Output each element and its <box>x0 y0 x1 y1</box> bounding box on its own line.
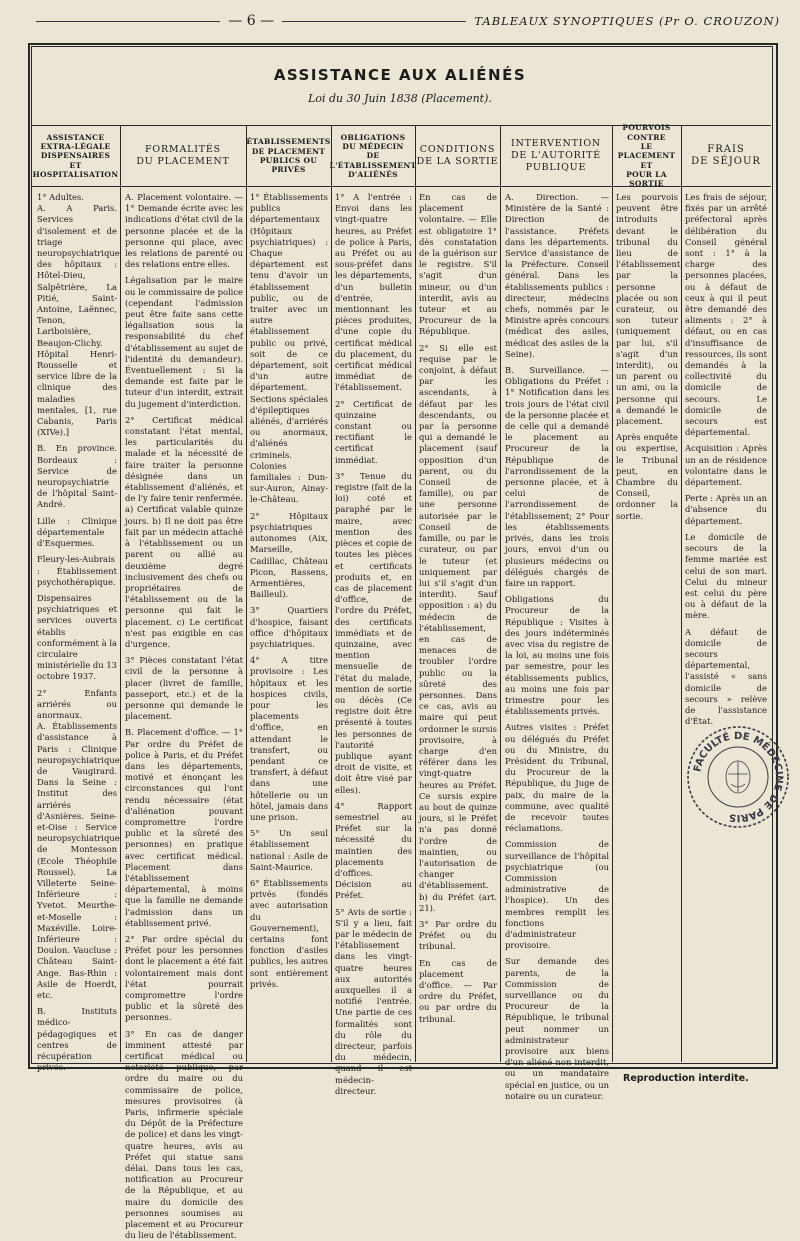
column-divider <box>246 125 247 1062</box>
paragraph: Fleury-les-Aubrais : Établissement psychothérapique. <box>37 554 117 587</box>
paragraph: 5° Avis de sortie : S'il y a lieu, fait par le médecin de l'établissement dans les vingt-quatre heures aux autorités auxquelles il a notifié l'entrée. Une partie de ces formalités sont du rôle du directeur, parfois du médecin, quand il est médecin-directeur. <box>335 906 412 1096</box>
paragraph: Obligations du Procureur de la République : Visites à des jours indéterminés avec visa du registre de la loi, au moins une fois par semestre, pour les établissements publics, au moins une fois par trimestre pour les établissements privés. <box>505 594 609 717</box>
paragraph: B. En province. Bordeaux : Service de neuropsychiatrie de l'hôpital Saint-André. <box>37 443 117 510</box>
paragraph: 1° Établissements publics départementaux (Hôpitaux psychiatriques) : Chaque département est tenu d'avoir un établissement public, ou de traiter avec un autre établissement public ou privé, soit de ce département, soit d'un autre département. Sections spéciales d'épileptiques aliénés, d'arriérés ou anormaux, d'aliénés criminels. Colonies familiales : Dun-sur-Auron, Ainay-le-Château. <box>250 192 328 505</box>
column-heading-assistance: ASSISTANCE EXTRA-LÉGALE DISPENSAIRES ET HOSPITALISATION <box>32 132 119 180</box>
column-heading-obligations: OBLIGATIONS DU MÉDECIN DE L'ÉTABLISSEMENT D'ALIÉNÉS <box>329 132 417 180</box>
column-obligations <box>335 192 413 1096</box>
header-rule-left <box>36 21 220 22</box>
paragraph: 6° Établissements privés (fondés avec autorisation du Gouvernement), certains font fonction d'asiles publics, les autres sont entièrement privés. <box>250 877 328 989</box>
paragraph: 2° Enfants arriérés ou anormaux. A. Établissements d'assistance à Paris : Clinique neuropsychiatrique de Vaugirard. Dans la Seine : Institut des arriérés d'Asnières. Seine-et-Oise : Service neuropsychiatrique de Montesson (Ecole Théophile Roussel). La Villeterte Seine-Inférieure : Yvetot. Meurthe-et-Moselle : Maxéville. Loire-Inférieure : Doulon. Vaucluse : Château Saint-Ange. Bas-Rhin : Asile de Hoerdt, etc. <box>37 687 120 1001</box>
column-assistance <box>37 192 120 1073</box>
paragraph: 4° A titre provisoire : Les hôpitaux et les hospices civils, pour les placements d'office, en attendant le transfert, ou pendant ce transfert, à défaut dans une hôtellerie ou un hôtel, jamais dans une prison. <box>250 655 328 822</box>
paragraph: En cas de placement volontaire. — Elle est obligatoire 1° dès constatation de la guérison sur le registre. S'il s'agit d'un mineur, ou d'un interdit, avis au tuteur et au Procureur de la République. <box>419 192 497 337</box>
column-frais-sejour <box>685 192 767 1058</box>
column-divider <box>415 125 416 1062</box>
paragraph: 2° Si elle est requise par le conjoint, à défaut par les ascendants, à défaut par les descendants, ou par la personne qui a demandé le placement (sauf opposition d'un parent, ou du Conseil de famille), ou par une personne autorisée par le Conseil de famille, ou par le curateur, ou par le tuteur (et uniquement par lui s'il s'agit d'un interdit). Sauf opposition : a) du médecin de l'établissement, en cas de menaces de troubler l'ordre public ou la sûreté des personnes. Dans ce cas, avis au maire qui peut ordonner le sursis provisoire, à charge d'en référer dans les vingt-quatre heures au Préfet. Ce sursis expire au bout de quinze jours, si le Préfet n'a pas donné l'ordre de maintien, ou l'autorisation de changer d'établissement. b) du Préfet (art. 21). <box>419 342 497 913</box>
paragraph: Les frais de séjour, fixés par un arrêté préfectoral après délibération du Conseil général sont : 1° à la charge des personnes placées, ou à défaut de ceux à qui il peut être demandé des aliments : 2° à défaut, ou en cas d'insuffisance de ressources, ils sont demandés à la collectivité du domicile de secours. Le domicile de secours est départemental. <box>685 192 767 438</box>
paragraph: Autres visites : Préfet ou délégués du Préfet ou du Ministre, du Président du Tribunal, du Procureur de la République, du Juge de paix, du maire de la commune, avec qualité de recevoir toutes réclamations. <box>505 722 609 834</box>
column-divider <box>612 125 613 1062</box>
paragraph: 5° Un seul établissement national : Asile de Saint-Maurice. <box>250 828 328 872</box>
paragraph: Commission de surveillance de l'hôpital psychiatrique (ou Commission administrative de l'hospice). Un des membres remplit les fonctions d'administrateur provisoire. <box>505 839 609 951</box>
column-heading-conditions-sortie: CONDITIONS DE LA SORTIE <box>416 144 499 167</box>
column-divider <box>120 125 121 1062</box>
paragraph: 1° A l'entrée : Envoi dans les vingt-quatre heures, au Préfet de police à Paris, au Préfet ou au sous-préfet dans les départements, d'un bulletin d'entrée, mentionnant les pièces produites, d'une copie du certificat médical du placement, du certificat médical immédiat de l'établissement. <box>335 192 412 393</box>
column-heading-formalites: FORMALITÉS DU PLACEMENT <box>136 144 230 167</box>
column-heading-etablissements: ÉTABLISSEMENTS DE PLACEMENT PUBLICS OU PRIVÉS <box>246 137 331 175</box>
column-divider <box>331 125 332 1062</box>
paragraph: 2° Certificat médical constatant l'état mental, les particularités du malade et la nécessité de faire traiter la personne désignée dans un établissement d'aliénés, et de l'y faire tenir renfermée. a) Certificat valable quinze jours. b) Il ne doit pas être fait par un médecin attaché à l'établissement ou un parent ou allié au deuxième degré inclusivement des chefs ou propriétaires de l'établissement ou de la personne qui fait le placement. c) Le certificat n'est pas exigible en cas d'urgence. <box>125 414 243 649</box>
paragraph: A. Direction. — Ministère de la Santé : Direction de l'assistance. Préfets dans les départements. Service d'assistance de la Préfecture. Conseil général. Dans les établissements publics : directeur, médecins chefs, nommés par le Ministre après concours (médicat des asiles, médicat des asiles de la Seine). <box>505 192 609 359</box>
paragraph: Légalisation par le maire ou le commissaire de police (cependant l'admission peut être faite sans cette légalisation sous la responsabilité du chef d'établissement au sujet de l'identité du demandeur). Éventuellement : Si la demande est faite par le tuteur d'un interdit, extrait du jugement d'interdiction. <box>125 275 243 409</box>
paragraph: 4° Rapport semestriel au Préfet sur la nécessité du maintien des placements d'offices. Décision au Préfet. <box>335 800 412 901</box>
paragraph: Les pourvois peuvent être introduits devant le tribunal du lieu de l'établissement, par la personne placée ou son curateur, ou son tuteur (uniquement par lui, s'il s'agit d'un interdit), ou un parent ou un ami, ou la personne qui a demandé le placement. <box>616 192 683 427</box>
paragraph: B. Placement d'office. — 1° Par ordre du Préfet de police à Paris, et du Préfet dans les départements, motivé et énonçant les circonstances qui l'ont rendu nécessaire (état d'aliénation pouvant compromettre l'ordre public et la sûreté des personnes) en pratique avec certificat médical. Placement dans l'établissement départemental, à moins que la famille ne demande l'admission dans un établissement privé. <box>125 727 243 928</box>
paragraph: 3° Quartiers d'hospice, faisant office d'hôpitaux psychiatriques. <box>250 605 328 649</box>
paragraph: Le domicile de secours de la femme mariée est celui de son mari. Celui du mineur est celui du père ou à défaut de la mère. <box>685 531 767 621</box>
page-header <box>28 8 780 34</box>
paragraph: 3° En cas de danger imminent attesté par certificat médical ou notoriété publique, par ordre du maire ou du commissaire de police, mesures provisoires (à Paris, infirmerie spéciale du Dépôt de la Préfecture de police) et dans les vingt-quatre heures, avis au Préfet qui statue sans délai. Dans tous les cas, notification au Procureur de la République, et au maire du domicile des personnes soumises au placement et au Procureur du lieu de l'établissement. <box>125 1028 243 1241</box>
paragraph: 3° Pièces constatant l'état civil de la personne à placer (livret de famille, passeport, etc.) et de la personne qui demande le placement. <box>125 655 243 722</box>
faculty-stamp <box>683 722 793 832</box>
paragraph: A défaut de domicile de secours départemental, l'assisté « sans domicile de secours » relève de l'assistance d'État. <box>685 626 767 727</box>
paragraph: Perte : Après un an d'absence du département. <box>685 493 767 526</box>
column-etablissements <box>250 192 328 1058</box>
running-title: TABLEAUX SYNOPTIQUES (Pr O. CROUZON) <box>474 14 780 28</box>
paragraph: Sur demande des parents, de la Commission de surveillance ou du Procureur de la République, le tribunal peut nommer un administrateur provisoire aux biens d'un aliéné non interdit, ou un mandataire spécial en justice, ou un notaire ou un curateur. <box>505 956 609 1101</box>
stamp-emblem <box>726 761 750 793</box>
paragraph: 3° Tenue du registre (fait de la loi) coté et paraphé par le maire, avec mention des pièces et copie de toutes les pièces et certificats produits et, en cas de placement d'office, de l'ordre du Préfet, des certificats immédiats et de quinzaine, avec mention mensuelle de l'état du malade, mention de sortie ou décès (Ce registre doit être présenté à toutes les personnes de l'autorité publique ayant droit de visite, et doit être visé par elles). <box>335 470 413 795</box>
column-pourvois <box>616 192 683 712</box>
column-formalites <box>125 192 243 1241</box>
column-divider <box>500 125 501 1062</box>
paragraph: Après enquête ou expertise, le Tribunal peut, en Chambre du Conseil, ordonner la sortie. <box>616 432 678 521</box>
stamp-text: FACULTÉ DE MÉDECINE DE PARIS <box>692 730 785 824</box>
paragraph: 1° Adultes. A. A Paris. Services d'isolement et de triage neuropsychiatrique des hôpitaux : Hôtel-Dieu, Salpêtrière, La Pitié, Saint-Antoine, Laënnec, Tenon, Lariboisière, Beaujon-Clichy. Hôpital Henri-Rousselle et service libre de la clinique des maladies mentales, [1, rue Cabanis, Paris (XIVe).] <box>37 192 120 438</box>
page-number: — 6 — <box>228 13 275 29</box>
paragraph: 2° Par ordre spécial du Préfet pour les personnes dont le placement a été fait volontairement mais dont l'état pourrait compromettre l'ordre public et la sûreté des personnes. <box>125 934 243 1023</box>
page-title: ASSISTANCE AUX ALIÉNÉS <box>273 66 527 84</box>
paragraph: Dispensaires psychiatriques et services ouverts établis conformément à la circulaire ministérielle du 13 octobre 1937. <box>37 592 118 682</box>
page-subtitle: Loi du 30 Juin 1838 (Placement). <box>308 92 492 105</box>
paragraph: Lille : Clinique départementale d'Esquermes. <box>37 515 117 549</box>
column-heading-intervention: INTERVENTION DE L'AUTORITÉ PUBLIQUE <box>510 138 602 173</box>
column-conditions-sortie <box>419 192 497 1058</box>
column-heading-frais-sejour: FRAIS DE SÉJOUR <box>691 143 761 167</box>
paragraph: B. Instituts médico-pédagogiques et centres de récupération privés. <box>37 1006 117 1073</box>
paragraph: Acquisition : Après un an de résidence volontaire dans le département. <box>685 443 767 488</box>
footer-note: Reproduction interdite. <box>623 1073 749 1084</box>
paragraph: A. Placement volontaire. — 1° Demande écrite avec les indications d'état civil de la personne placée et de la personne qui place, avec les relations de parenté ou des relations entre elles. <box>125 192 243 270</box>
paragraph: En cas de placement d'office. — Par ordre du Préfet, ou par ordre du tribunal. <box>419 957 497 1024</box>
paragraph: 2° Certificat de quinzaine constant ou rectifiant le certificat immédiat. <box>335 398 412 465</box>
paragraph: B. Surveillance. — Obligations du Préfet : 1° Notification dans les trois jours de l'état civil de la personne placée et de celle qui a demandé le placement au Procureur de la République de l'arrondissement de la personne placée, et à celui de l'arrondissement de l'établissement; 2° Pour les établissements privés, dans les trois jours, envoi d'un ou plusieurs médecins ou délégués chargés de faire un rapport. <box>505 365 610 588</box>
paragraph: 3° Par ordre du Préfet ou du tribunal. <box>419 919 497 952</box>
header-rule-mid <box>282 21 466 22</box>
paragraph: 2° Hôpitaux psychiatriques autonomes (Aix, Marseille, Cadillac, Château Picon, Rassens, Armentières, Bailleul). <box>250 510 328 600</box>
column-heading-pourvois: POURVOIS CONTRE LE PLACEMENT ET POUR LA SORTIE <box>617 123 676 189</box>
column-intervention <box>505 192 610 1101</box>
